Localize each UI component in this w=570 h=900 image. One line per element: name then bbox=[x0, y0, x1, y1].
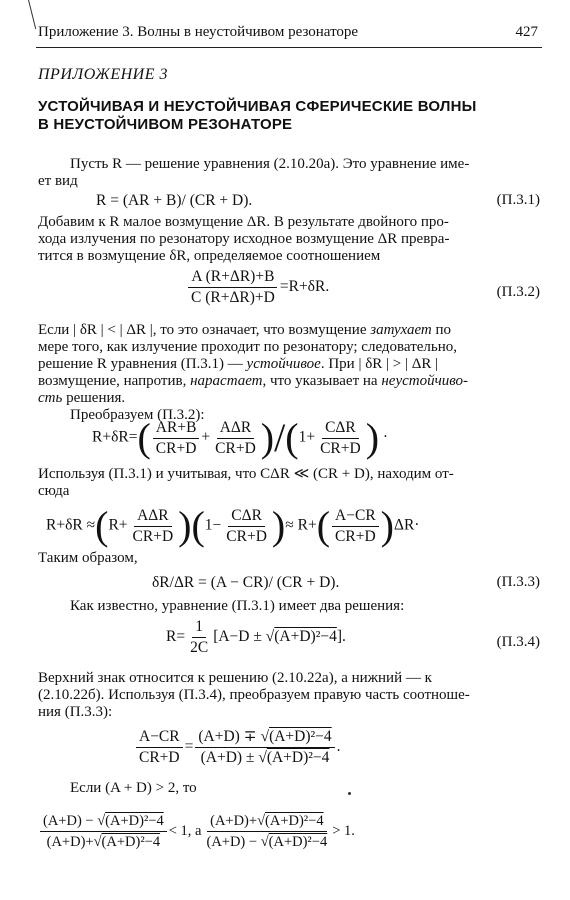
p4-line: Преобразуем (П.3.2): bbox=[70, 407, 205, 423]
section-title-line2: В НЕУСТОЙЧИВОМ РЕЗОНАТОРЕ bbox=[38, 116, 293, 133]
page-number: 427 bbox=[515, 24, 538, 40]
denominator: C (R+ΔR)+D bbox=[191, 289, 275, 306]
fraction: $\frac{\text{AΔR}}{CR+D}$ bbox=[132, 506, 174, 545]
p3-line-e: сть решения. bbox=[38, 390, 126, 406]
corner-mark bbox=[28, 0, 36, 29]
equation-number-p33: (П.3.3) bbox=[496, 574, 540, 590]
p2-line-c: тится в возмущение δR, определяемое соотношением bbox=[38, 248, 381, 264]
fraction: $\frac{\text{(A+D) − √(A+D)²−4}}{\text{(A+D)+√(A+D)²−4}}$ bbox=[40, 812, 167, 851]
fraction: $\frac{\text{(A+D) ∓ √(A+D)²−4}}{\text{(A+D) ± √(A+D)²−4}}$ bbox=[195, 728, 334, 767]
p3-line-c: решение R уравнения (П.3.1) — устойчивое. При | δR | > | ΔR | bbox=[38, 356, 439, 372]
equation-p33: δR/ΔR = (A − CR)/ (CR + D). bbox=[152, 574, 340, 591]
p5-line-a: Используя (П.3.1) и учитывая, что CΔR ≪ (CR + D), находим от- bbox=[38, 466, 454, 482]
paragraph-7: Как известно, уравнение (П.3.1) имеет два решения: bbox=[70, 598, 405, 614]
section-title-line1: УСТОЙЧИВАЯ И НЕУСТОЙЧИВАЯ СФЕРИЧЕСКИЕ ВОЛНЫ bbox=[38, 98, 477, 115]
equation-p31: R = (AR + B)/ (CR + D). bbox=[96, 192, 253, 209]
p8-line-c: ния (П.3.3): bbox=[38, 704, 113, 720]
fraction: $\frac{1}{2C}$ bbox=[190, 618, 209, 656]
fraction: $\frac{\text{(A+D)+√(A+D)²−4}}{\text{(A+D) − √(A+D)²−4}}$ bbox=[206, 813, 328, 850]
section-title bbox=[38, 98, 538, 134]
paragraph-9: Если (A + D) > 2, то bbox=[70, 780, 197, 796]
equation-p34: R= $\frac{1}{2C}$ [A−D ± √(A+D)²−4]. bbox=[166, 618, 346, 656]
equation-transform: R+δR=( $\frac{AR+B}{CR+D}$ + $\frac{\text{AΔR}}{CR+D}$ )/(1+ $\frac{\text{CΔR}}{CR+D}$ ) · bbox=[92, 415, 389, 460]
fraction: $\frac{A-CR}{CR+D}$ bbox=[136, 728, 183, 767]
numerator: A (R+ΔR)+B bbox=[188, 268, 277, 288]
equation-ratio: $\frac{A-CR}{CR+D}$ = $\frac{\text{(A+D) ∓ √(A+D)²−4}}{\text{(A+D) ± √(A+D)²−4}}$ . bbox=[134, 728, 341, 767]
header-rule bbox=[36, 47, 542, 48]
paragraph-8 bbox=[38, 670, 544, 721]
equation-rhs: =R+δR. bbox=[279, 278, 330, 296]
paragraph-3 bbox=[38, 322, 544, 424]
paragraph-6: Таким образом, bbox=[38, 550, 138, 566]
running-title: Приложение 3. Волны в неустойчивом резонаторе bbox=[38, 24, 359, 40]
p8-line-b: (2.10.22б). Используя (П.3.4), преобразуем правую часть соотноше- bbox=[38, 687, 470, 703]
p3-line-d: возмущение, напротив, нарастает, что указывает на неустойчиво- bbox=[38, 373, 469, 389]
fraction: $\frac{A-CR}{CR+D}$ bbox=[332, 507, 379, 546]
paragraph-1 bbox=[38, 156, 544, 190]
p8-line-a: Верхний знак относится к решению (2.10.22а), а нижний — к bbox=[38, 670, 432, 686]
paragraph-2 bbox=[38, 214, 544, 265]
p1-line-a: Пусть R — решение уравнения (2.10.20а). Это уравнение име- bbox=[70, 156, 470, 172]
fraction: $\frac{AR+B}{CR+D}$ bbox=[153, 419, 200, 458]
equation-number-p32: (П.3.2) bbox=[496, 284, 540, 300]
p2-line-b: хода излучения по резонатору исходное возмущение ΔR превра- bbox=[38, 231, 450, 247]
p2-line-a: Добавим к R малое возмущение ΔR. В результате двойного про- bbox=[38, 214, 449, 230]
equation-p32 bbox=[186, 268, 329, 307]
ink-dot bbox=[348, 792, 351, 795]
paragraph-5 bbox=[38, 466, 544, 500]
fraction bbox=[188, 268, 278, 307]
fraction: $\frac{\text{CΔR}}{CR+D}$ bbox=[320, 418, 361, 457]
p1-line-b: ет вид bbox=[38, 173, 78, 189]
equation-number-p34: (П.3.4) bbox=[496, 634, 540, 650]
equation-inequalities: $\frac{\text{(A+D) − √(A+D)²−4}}{\text{(A+D)+√(A+D)²−4}}$ < 1, а $\frac{\text{(A+D)+√(A+D)²−4}}{\text{(A+D) − √(A+D)²−4}}$ > 1. bbox=[38, 812, 355, 851]
appendix-label: ПРИЛОЖЕНИЕ 3 bbox=[38, 66, 168, 83]
equation-number-p31: (П.3.1) bbox=[496, 192, 540, 208]
fraction: $\frac{\text{AΔR}}{CR+D}$ bbox=[215, 418, 256, 457]
p3-line-b: мере того, как излучение проходит по резонатору; следовательно, bbox=[38, 339, 458, 355]
fraction: $\frac{\text{CΔR}}{CR+D}$ bbox=[226, 506, 267, 545]
equation-approx: R+δR ≈(R+ $\frac{\text{AΔR}}{CR+D}$ )(1− $\frac{\text{CΔR}}{CR+D}$ )≈ R+( $\frac{A-CR}{CR+D}$ )ΔR· bbox=[46, 503, 420, 548]
transform-lhs: R+δR= bbox=[92, 428, 138, 446]
p3-line-a: Если | δR | < | ΔR |, то это означает, что возмущение затухает по bbox=[38, 322, 452, 338]
p5-line-b: сюда bbox=[38, 483, 70, 499]
